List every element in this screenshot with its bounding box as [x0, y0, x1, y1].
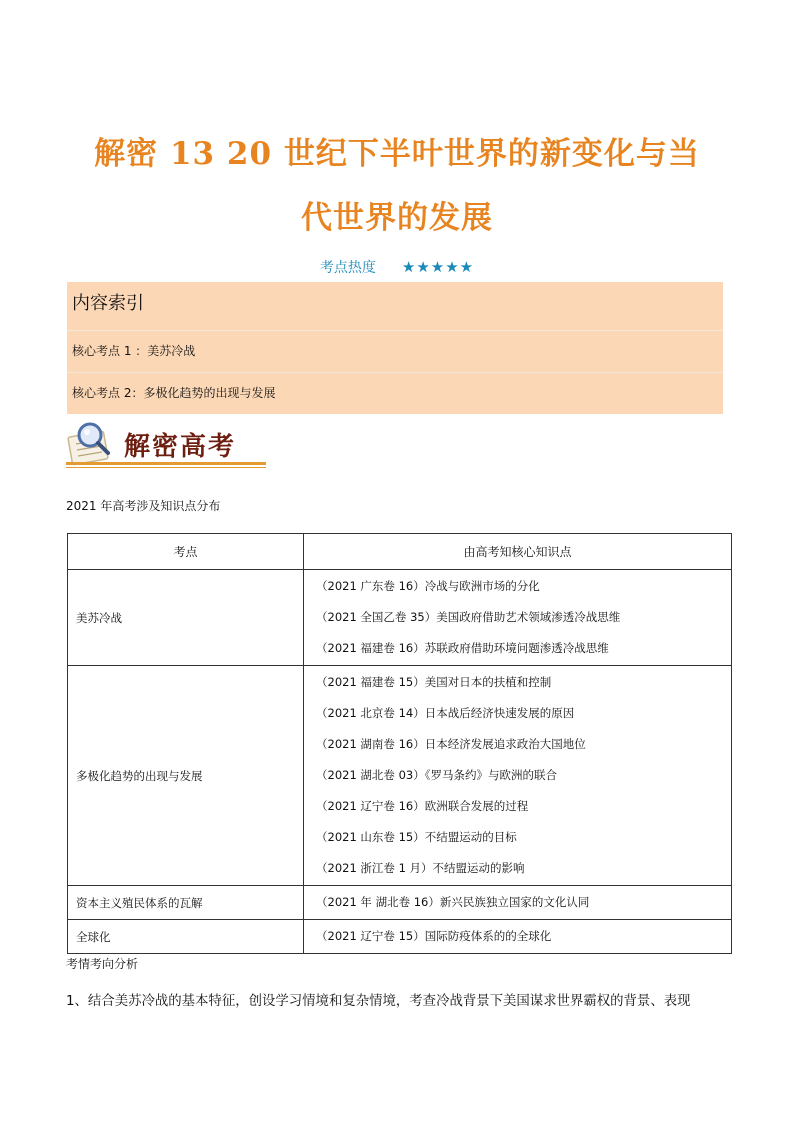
heat-rating [0, 257, 794, 277]
banner-underline-thin [66, 467, 266, 468]
knowledge-item: （2021 年 湖北卷 16）新兴民族独立国家的文化认同 [316, 895, 590, 909]
topic-cell: 美苏冷战 [68, 570, 304, 666]
index-heading: 内容索引 [67, 282, 723, 331]
content-index [67, 282, 723, 414]
table-row [68, 666, 732, 886]
banner-underline [66, 462, 266, 465]
table-header-topic: 考点 [68, 534, 304, 570]
knowledge-item: （2021 福建卷 16）苏联政府借助环境问题渗透冷战思维 [316, 641, 609, 655]
knowledge-item: （2021 全国乙卷 35）美国政府借助艺术领域渗透冷战思维 [316, 610, 621, 624]
page-title-line-2: 代世界的发展 [301, 200, 493, 236]
knowledge-item: （2021 北京卷 14）日本战后经济快速发展的原因 [316, 706, 575, 720]
knowledge-item: （2021 山东卷 15）不结盟运动的目标 [316, 830, 517, 844]
table-row [68, 886, 732, 920]
knowledge-item: （2021 浙江卷 1 月）不结盟运动的影响 [316, 861, 525, 875]
analysis-paragraph: 1、结合美苏冷战的基本特征，创设学习情境和复杂情境，考查冷战背景下美国谋求世界霸权的背景、表现 [66, 994, 691, 1009]
page-title-line-1: 解密 13 20 世纪下半叶世界的新变化与当 [94, 136, 700, 172]
items-cell [304, 666, 732, 886]
banner-title: 解密高考 [124, 432, 237, 462]
knowledge-item: （2021 湖北卷 03）《罗马条约》与欧洲的联合 [316, 768, 557, 782]
table-header-knowledge: 由高考知核心知识点 [304, 534, 732, 570]
knowledge-item: （2021 湖南卷 16）日本经济发展追求政治大国地位 [316, 737, 586, 751]
analysis-label: 考情考向分析 [66, 957, 139, 971]
distribution-title: 2021 年高考涉及知识点分布 [66, 499, 221, 513]
items-cell [304, 920, 732, 954]
index-item[interactable]: 核心考点 2：多极化趋势的出现与发展 [72, 386, 276, 400]
items-cell [304, 570, 732, 666]
knowledge-table [67, 533, 732, 954]
knowledge-item: （2021 福建卷 15）美国对日本的扶植和控制 [316, 675, 552, 689]
topic-cell: 资本主义殖民体系的瓦解 [68, 886, 304, 920]
table-header-row [68, 534, 732, 570]
heat-stars: ★★★★★ [401, 258, 475, 276]
heat-label: 考点热度 [319, 260, 376, 276]
table-row [68, 920, 732, 954]
index-item[interactable]: 核心考点 1 ：美苏冷战 [67, 331, 723, 373]
section-banner [64, 420, 274, 476]
topic-cell: 多极化趋势的出现与发展 [68, 666, 304, 886]
knowledge-item: （2021 辽宁卷 16）欧洲联合发展的过程 [316, 799, 529, 813]
table-row [68, 570, 732, 666]
topic-cell: 全球化 [68, 920, 304, 954]
items-cell [304, 886, 732, 920]
knowledge-item: （2021 广东卷 16）冷战与欧洲市场的分化 [316, 579, 540, 593]
knowledge-item: （2021 辽宁卷 15）国际防疫体系的的全球化 [316, 929, 552, 943]
